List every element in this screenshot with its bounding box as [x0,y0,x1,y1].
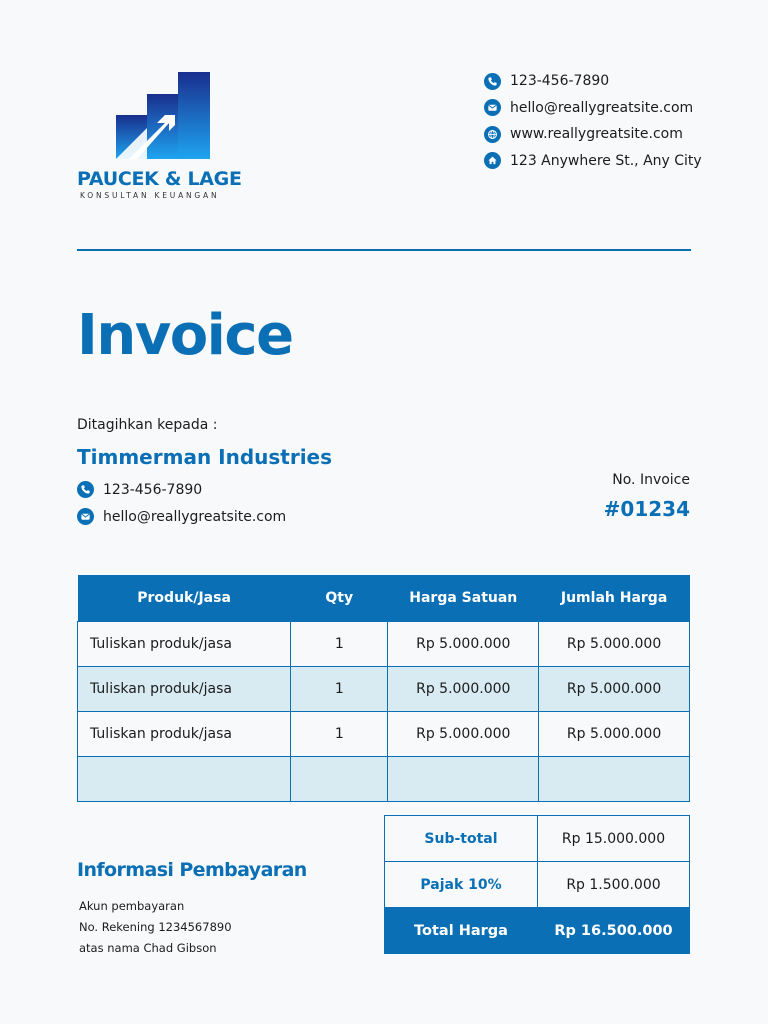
items-table [77,575,690,802]
table-cell: Tuliskan produk/jasa [78,712,291,757]
table-row [78,622,690,667]
table-row [78,667,690,712]
contact-phone [484,68,744,95]
contact-address [484,148,744,175]
total-row [385,908,690,954]
company-contact [484,68,744,174]
payment-info-title: Informasi Pembayaran [77,859,307,881]
table-cell: Tuliskan produk/jasa [78,622,291,667]
company-tagline: KONSULTAN KEUANGAN [80,191,220,200]
totals-table [384,815,690,954]
payment-account-number: No. Rekening 1234567890 [79,920,232,934]
contact-email [484,95,744,122]
client-email [77,503,286,530]
invoice-number-label: No. Invoice [612,472,690,488]
mail-icon [77,508,94,525]
phone-icon [484,73,501,90]
table-cell [539,757,690,802]
company-name: PAUCEK & LAGE [77,168,242,190]
table-cell: 1 [291,712,388,757]
subtotal-label: Sub-total [385,816,538,862]
tax-row [385,862,690,908]
table-cell: Rp 5.000.000 [388,622,539,667]
client-contact [77,476,286,530]
total-value: Rp 16.500.000 [538,908,690,954]
subtotal-row [385,816,690,862]
table-cell: Rp 5.000.000 [388,667,539,712]
phone-icon [77,481,94,498]
globe-icon [484,126,501,143]
table-cell: Rp 5.000.000 [539,622,690,667]
invoice-number: #01234 [603,497,690,521]
column-header: Harga Satuan [388,575,539,622]
billed-to-label: Ditagihkan kepada : [77,417,218,433]
mail-icon [484,99,501,116]
table-cell [78,757,291,802]
payment-account-label: Akun pembayaran [79,899,185,913]
table-cell: Rp 5.000.000 [539,712,690,757]
table-cell [388,757,539,802]
payment-info [79,896,232,959]
table-cell: Rp 5.000.000 [539,667,690,712]
column-header: Produk/Jasa [78,575,291,622]
tax-label: Pajak 10% [385,862,538,908]
client-phone-text: 123-456-7890 [103,481,203,498]
client-name: Timmerman Industries [77,445,333,469]
client-email-text: hello@reallygreatsite.com [103,508,287,525]
table-cell: 1 [291,622,388,667]
contact-address-text: 123 Anywhere St., Any City [510,152,702,169]
header-divider [77,249,691,251]
tax-value: Rp 1.500.000 [538,862,690,908]
contact-website [484,121,744,148]
table-cell: Tuliskan produk/jasa [78,667,291,712]
table-cell: Rp 5.000.000 [388,712,539,757]
page-title: Invoice [77,303,293,368]
table-row [78,712,690,757]
table-row-empty [78,757,690,802]
table-header-row [78,575,690,622]
payment-account-holder: atas nama Chad Gibson [79,941,217,955]
contact-email-text: hello@reallygreatsite.com [510,99,694,116]
subtotal-value: Rp 15.000.000 [538,816,690,862]
contact-phone-text: 123-456-7890 [510,73,610,90]
contact-website-text: www.reallygreatsite.com [510,126,683,143]
home-icon [484,152,501,169]
table-cell [291,757,388,802]
column-header: Jumlah Harga [539,575,690,622]
total-label: Total Harga [385,908,538,954]
column-header: Qty [291,575,388,622]
table-cell: 1 [291,667,388,712]
client-phone [77,476,286,503]
